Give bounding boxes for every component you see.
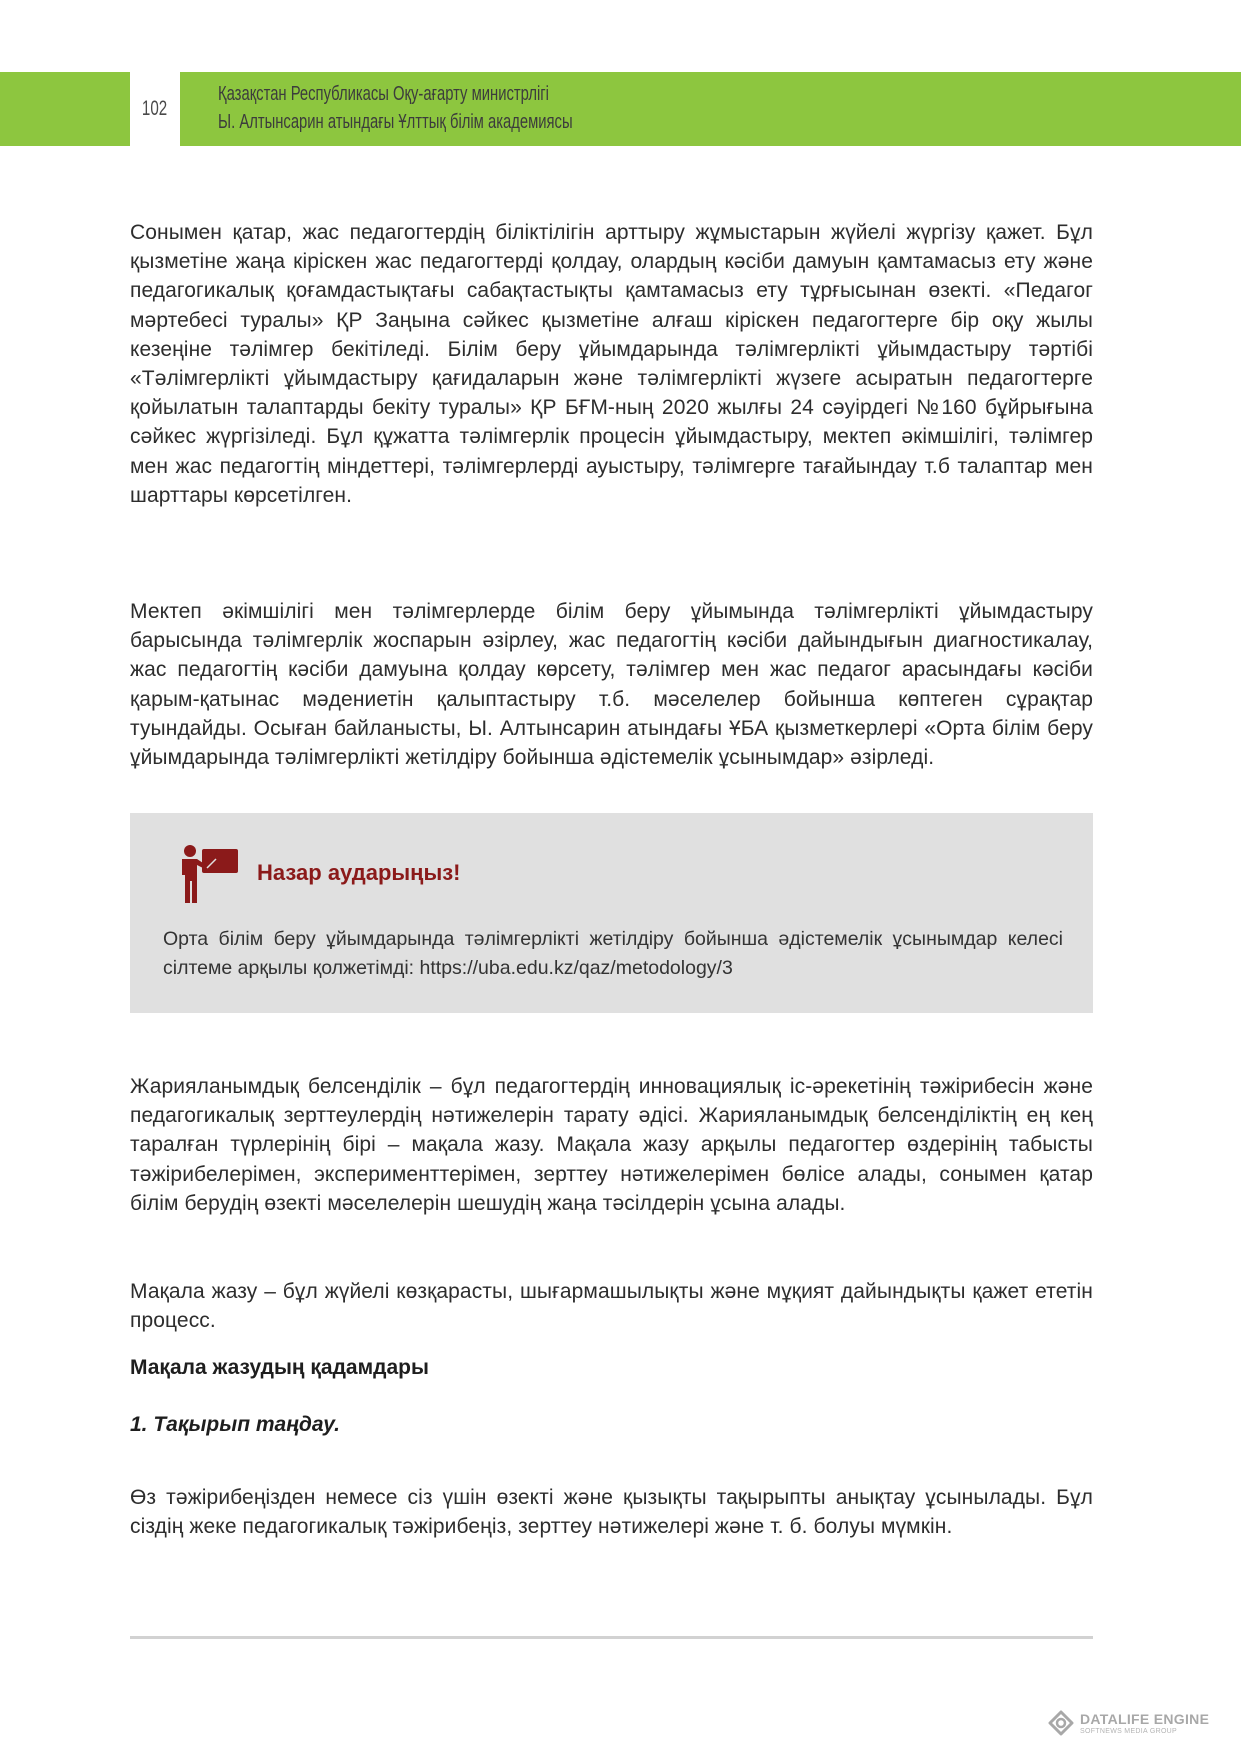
datalife-logo-icon <box>1048 1710 1074 1736</box>
page-number <box>130 72 180 146</box>
watermark-subtitle: SOFTNEWS MEDIA GROUP <box>1080 1727 1178 1735</box>
footer-divider <box>130 1636 1093 1639</box>
watermark <box>1048 1710 1209 1736</box>
paragraph-mentoring: Сонымен қатар, жас педагогтердің біліктілігін арттыру жұмыстарын жүйелі жүргізу қажет. Бұл қызметіне жаңа кірiскен жас педагогтерді қолдау, олардың кәсіби дамуын қамтамасыз ету және педагогикалық қоғамдастықтағы сабақтастықты қамтамасыз ету тұрғысынан өзекті. «Педагог мәртебесі туралы» ҚР Заңына сәйкес қызметіне алғаш кірiскен педагогтерге бір оқу жылы кезеңіне тәлімгер бекітіледі. Білім беру ұйымдарында тәлімгерлікті ұйымдастыру тәртібі «Тәлімгерлікті ұйымдастыру қағидаларын және тәлімгерлікті жүзеге асыратын педагогтерге қойылатын талаптарды бекіту туралы» ҚР БҒМ-ның 2020 жылғы 24 сәуірдегі №160 бұйрығына сәйкес жүргізіледі. Бұл құжатта тәлімгерлік процесін ұйымдастыру, мектеп әкімшілігі, тәлімгер мен жас педагогтің міндеттері, тәлімгерлерді ауыстыру, тәлімгерге тағайындау т.б талаптар мен шарттары көрсетілген. <box>130 221 1093 507</box>
teacher-presentation-icon <box>178 843 242 905</box>
watermark-title: DATALIFE ENGINE <box>1080 1710 1210 1727</box>
paragraph-article-writing: Мақала жазу – бұл жүйелі көзқарасты, шығармашылықты және мұқият дайындықты қажет ететін процесс. <box>130 1280 1093 1333</box>
note-title: Назар аударыңыз! <box>257 860 461 885</box>
step-heading: 1. Тақырып таңдау. <box>130 1413 340 1436</box>
header-academy-line: Ы. Алтынсарин атындағы Ұлттық білім академиясы <box>218 111 573 133</box>
paragraph-publication-activity: Жарияланымдық белсенділік – бұл педагогтердің инновациялық іс-әрекетінің тәжірибесін және педагогикалық зерттеулердің нәтижелерін тарату әдісі. Жарияланымдық белсенділіктің ең кең таралған түрлерінің бірі – мақала жазу. Мақала жазу арқылы педагогтер өздерінің табысты тәжірибелерімен, эксперименттерімен, зерттеу нәтижелерімен бөлісе алады, сонымен қатар білім берудің өзекті мәселелерін шешудің жаңа тәсілдерін ұсына алады. <box>130 1075 1093 1215</box>
running-header <box>218 80 573 136</box>
header-left-accent-block <box>0 72 130 146</box>
page-number-text: 102 <box>142 97 168 120</box>
attention-note-box <box>130 813 1093 1013</box>
paragraph-topic-selection: Өз тәжірибеңізден немесе сіз үшін өзекті және қызықты тақырыпты анықтау ұсынылады. Бұл сіздің жеке педагогикалық тәжірибеңіз, зерттеу нәтижелері және т. б. болуы мүмкін. <box>130 1486 1093 1539</box>
header-ministry-line: Қазақстан Республикасы Оқу-ағарту министрлігі <box>218 83 549 105</box>
paragraph-methodical-recommendations: Мектеп әкімшілігі мен тәлімгерлерде білім беру ұйымында тәлімгерлікті ұйымдастыру барысында тәлімгерлік жоспарын әзірлеу, жас педагогтің кәсіби дайындығын диагностикалау, жас педагогтің кәсіби дамуына қолдау көрсету, тәлімгер мен жас педагог арасындағы кәсіби қарым-қатынас мәдениетін қалыптастыру т.б. мәселелер бойынша көптеген сұрақтар туындайды. Осыған байланысты, Ы. Алтынсарин атындағы ҰБА қызметкерлері «Орта білім беру ұйымдарында тәлімгерлікті жетілдіру бойынша әдістемелік ұсынымдар» әзірледі. <box>130 600 1093 770</box>
section-heading: Мақала жазудың қадамдары <box>130 1356 429 1379</box>
note-text: Орта білім беру ұйымдарында тәлімгерлікті жетілдіру бойынша әдістемелік ұсынымдар келесі сілтеме арқылы қолжетімді: https://uba.edu.kz/qaz/metodology/3 <box>163 928 1063 979</box>
